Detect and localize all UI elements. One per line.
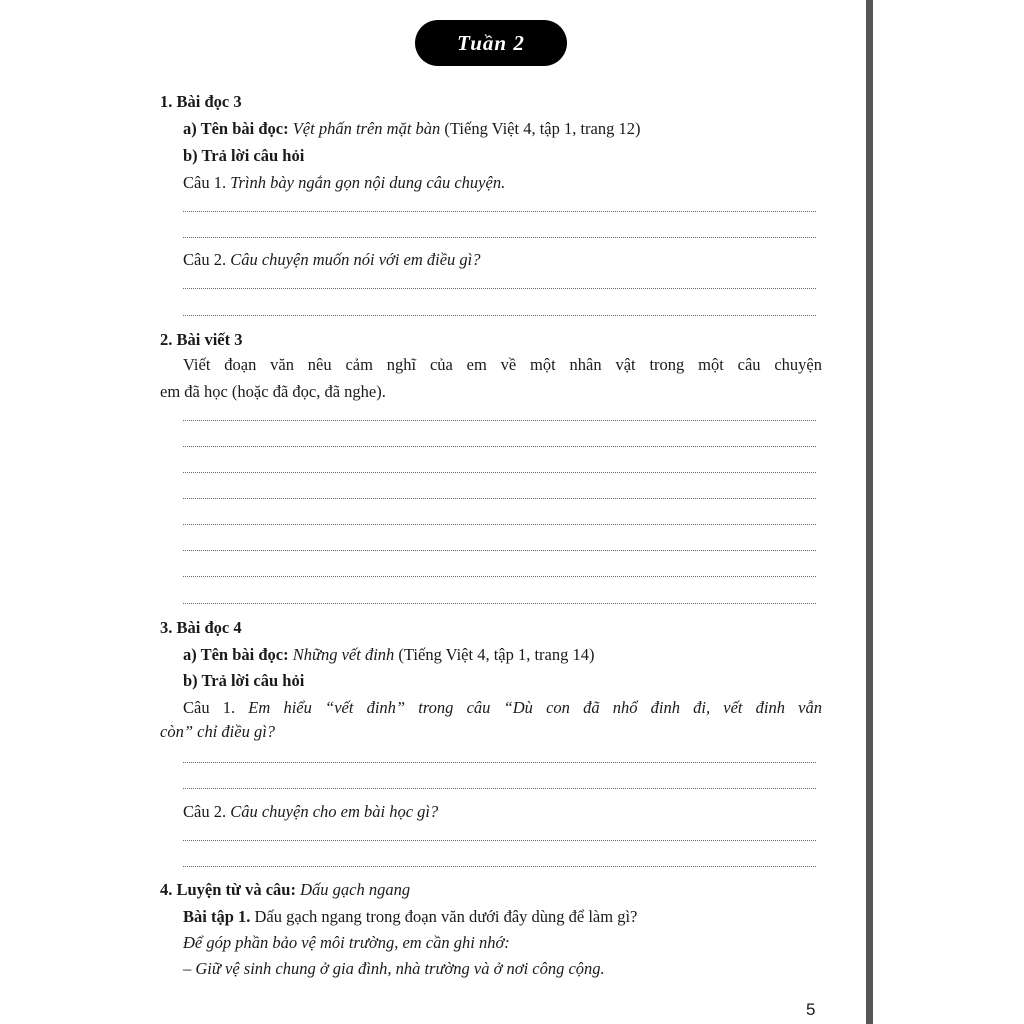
answer-line[interactable] [183, 472, 816, 473]
s1-reading-title-line [183, 119, 641, 139]
q-text: Em hiểu “vết đinh” trong câu “Dù con đã nhổ đinh đi, vết đinh vẫn [248, 698, 822, 717]
ex-label: Bài tập 1. [183, 907, 251, 926]
answer-line[interactable] [183, 288, 816, 289]
q-label: Câu 2. [183, 802, 227, 821]
heading: 4. Luyện từ và câu: [160, 880, 296, 899]
answer-line[interactable] [183, 446, 816, 447]
section-3-heading: 3. Bài đọc 4 [160, 618, 242, 637]
page-edge [866, 0, 873, 1024]
topic: Dấu gạch ngang [300, 880, 411, 899]
s3-question-2 [183, 802, 438, 822]
reading-title: Những vết đinh [292, 645, 395, 664]
ex-text: Dấu gạch ngang trong đoạn văn dưới đây dùng để làm gì? [254, 907, 638, 926]
q-label: Câu 1. [183, 173, 227, 192]
answer-line[interactable] [183, 576, 816, 577]
s3-question-1 [183, 698, 822, 718]
answer-line[interactable] [183, 550, 816, 551]
reference: (Tiếng Việt 4, tập 1, trang 12) [444, 119, 641, 138]
reading-title: Vệt phấn trên mặt bàn [292, 119, 441, 138]
s4-quote-line-2: – Giữ vệ sinh chung ở gia đình, nhà trường và ở nơi công cộng. [183, 959, 605, 978]
q-label: Câu 1. [183, 698, 236, 717]
answer-line[interactable] [183, 498, 816, 499]
q-text: Trình bày ngắn gọn nội dung câu chuyện. [230, 173, 506, 192]
week-title-badge: Tuần 2 [415, 20, 567, 66]
reference: (Tiếng Việt 4, tập 1, trang 14) [398, 645, 595, 664]
q-text: Câu chuyện muốn nói với em điều gì? [230, 250, 481, 269]
s1-question-2 [183, 250, 481, 270]
s3-answer-heading: b) Trả lời câu hỏi [183, 671, 305, 690]
s1-question-1 [183, 173, 505, 193]
answer-line[interactable] [183, 211, 816, 212]
section-2-heading: 2. Bài viết 3 [160, 330, 243, 349]
section-4-heading [160, 880, 410, 900]
s2-prompt-line-1: Viết đoạn văn nêu cảm nghĩ của em về một nhân vật trong một câu chuyện [183, 355, 822, 374]
page-number: 5 [806, 1000, 816, 1019]
answer-line[interactable] [183, 866, 816, 867]
answer-line[interactable] [183, 840, 816, 841]
s4-exercise-1 [183, 907, 637, 927]
s2-prompt-line-2: em đã học (hoặc đã đọc, đã nghe). [160, 382, 386, 401]
s3-reading-title-line [183, 645, 595, 665]
answer-line[interactable] [183, 762, 816, 763]
answer-line[interactable] [183, 420, 816, 421]
answer-line[interactable] [183, 788, 816, 789]
label: a) Tên bài đọc: [183, 119, 289, 138]
answer-line[interactable] [183, 315, 816, 316]
answer-line[interactable] [183, 524, 816, 525]
answer-line[interactable] [183, 237, 816, 238]
s1-answer-heading: b) Trả lời câu hỏi [183, 146, 305, 165]
section-1-heading: 1. Bài đọc 3 [160, 92, 242, 111]
q-text: Câu chuyện cho em bài học gì? [230, 802, 439, 821]
answer-line[interactable] [183, 603, 816, 604]
label: a) Tên bài đọc: [183, 645, 289, 664]
q-label: Câu 2. [183, 250, 227, 269]
s3-question-1-cont: còn” chỉ điều gì? [160, 722, 276, 741]
s4-quote-line-1: Để góp phần bảo vệ môi trường, em cần ghi nhớ: [183, 933, 510, 952]
